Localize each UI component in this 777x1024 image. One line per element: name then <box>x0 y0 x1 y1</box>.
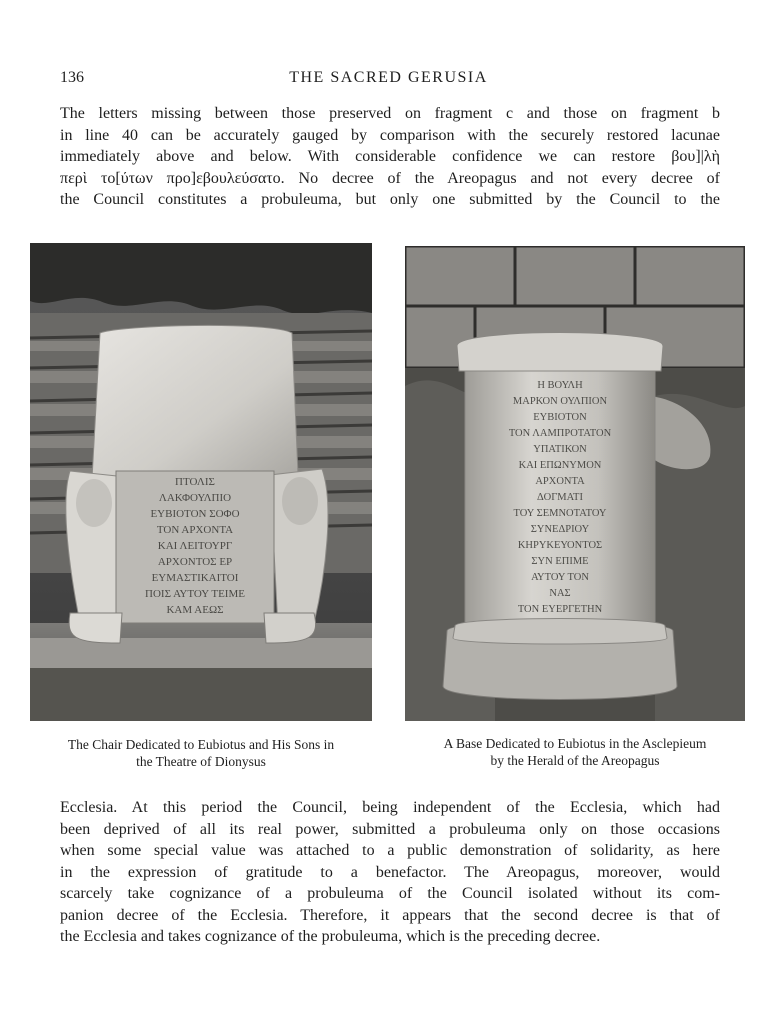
page-number: 136 <box>60 69 84 86</box>
text-line: when some special value was attached to a public demonstration of solidarity, as here <box>60 842 720 859</box>
inscription-line: ΝΑΣ <box>549 588 571 599</box>
inscription-line: ΤΟΥ ΣΕΜΝΟΤΑΤΟΥ <box>513 508 607 519</box>
running-title: THE SACRED GERUSIA <box>289 69 488 86</box>
text-line: in line 40 can be accurately gauged by comparison with the securely restored lacunae <box>60 126 720 144</box>
inscription-line: ΚΑΙ ΛΕΙΤΟΥΡΓ <box>157 540 233 552</box>
inscription-line: ΚΑΜ ΑΕΩΣ <box>166 604 224 616</box>
inscription-line: ΠΟΙΣ ΑΥΤΟΥ ΤΕΙΜΕ <box>145 588 245 600</box>
inscription-line: ΥΠΑΤΙΚΟΝ <box>533 444 587 455</box>
text-line: the Ecclesia and takes cognizance of the probuleuma, which is the preceding decree. <box>60 928 601 945</box>
inscription-line: ΚΑΙ ΕΠΩΝΥΜΟΝ <box>518 460 602 471</box>
text-line: immediately above and below. With considerable confidence we can restore βου]|λὴ <box>60 148 720 165</box>
inscription-line: ΣΥΝΕΔΡΙΟΥ <box>530 524 590 535</box>
caption-line: the Theatre of Dionysus <box>136 754 266 769</box>
figure-caption-chair <box>30 736 372 770</box>
inscription-line: ΤΟΝ ΑΡΧΟΝΤΑ <box>156 524 234 536</box>
caption-line: A Base Dedicated to Eubiotus in the Asclepieum <box>443 736 707 751</box>
figure-chair-photo <box>30 243 372 721</box>
caption-line: by the Herald of the Areopagus <box>490 753 660 768</box>
text-line: scarcely take cognizance of a probuleuma of the Council isolated without its com- <box>60 885 720 902</box>
figure-base-photo <box>405 246 745 721</box>
inscription-line: ΤΟΝ ΛΑΜΠΡΟΤΑΤΟΝ <box>508 428 612 439</box>
inscription-line: ΕΥΒΙΟΤΟΝ <box>533 412 587 423</box>
inscription-line: ΑΡΧΟΝΤΑ <box>535 476 585 487</box>
inscription-line: ΣΥΝ ΕΠΙΜΕ <box>531 556 589 567</box>
inscription-line: ΔΟΓΜΑΤΙ <box>537 492 583 503</box>
inscription-line: ΠΤΟΛΙΣ <box>175 476 215 488</box>
caption-line: The Chair Dedicated to Eubiotus and His Sons in <box>67 737 335 752</box>
text-line: the Council constitutes a probuleuma, but only one submitted by the Council to the <box>60 191 720 208</box>
paragraph-top <box>60 103 720 211</box>
inscription-line: ΑΥΤΟΥ ΤΟΝ <box>531 572 589 583</box>
text-line: περὶ το[ύτων προ]εβουλεύσατο. No decree of the Areopagus and not every decree of <box>60 169 720 187</box>
paragraph-bottom <box>60 797 720 948</box>
inscription-line: ΤΟΝ ΕΥΕΡΓΕΤΗΝ <box>517 604 603 615</box>
inscription-line: ΑΡΧΟΝΤΟΣ ΕΡ <box>157 556 233 568</box>
inscription-line: ΛΑΚΦΟΥΛΠΙΟ <box>158 492 232 504</box>
inscription-line: ΕΥΒΙΟΤΟΝ ΣΟΦΟ <box>150 508 240 520</box>
text-line: been deprived of all its real power, submitted a probuleuma only on those occasions <box>60 820 720 838</box>
figure-caption-base <box>405 735 745 769</box>
inscription-line: ΚΗΡΥΚΕΥΟΝΤΟΣ <box>517 540 603 551</box>
text-line: panion decree of the Ecclesia. Therefore, it appears that the second decree is that of <box>60 906 720 924</box>
inscription-line: Η ΒΟΥΛΗ <box>537 380 583 391</box>
inscription-line: ΕΥΜΑΣΤΙΚΑΙΤΟΙ <box>151 572 239 584</box>
text-line: The letters missing between those preserved on fragment c and those on fragment b <box>60 105 720 122</box>
inscription-line: ΜΑΡΚΟΝ ΟΥΛΠΙΟΝ <box>512 396 608 407</box>
text-line: in the expression of gratitude to a benefactor. The Areopagus, moreover, would <box>60 863 720 881</box>
text-line: Ecclesia. At this period the Council, being independent of the Ecclesia, which had <box>60 799 720 816</box>
